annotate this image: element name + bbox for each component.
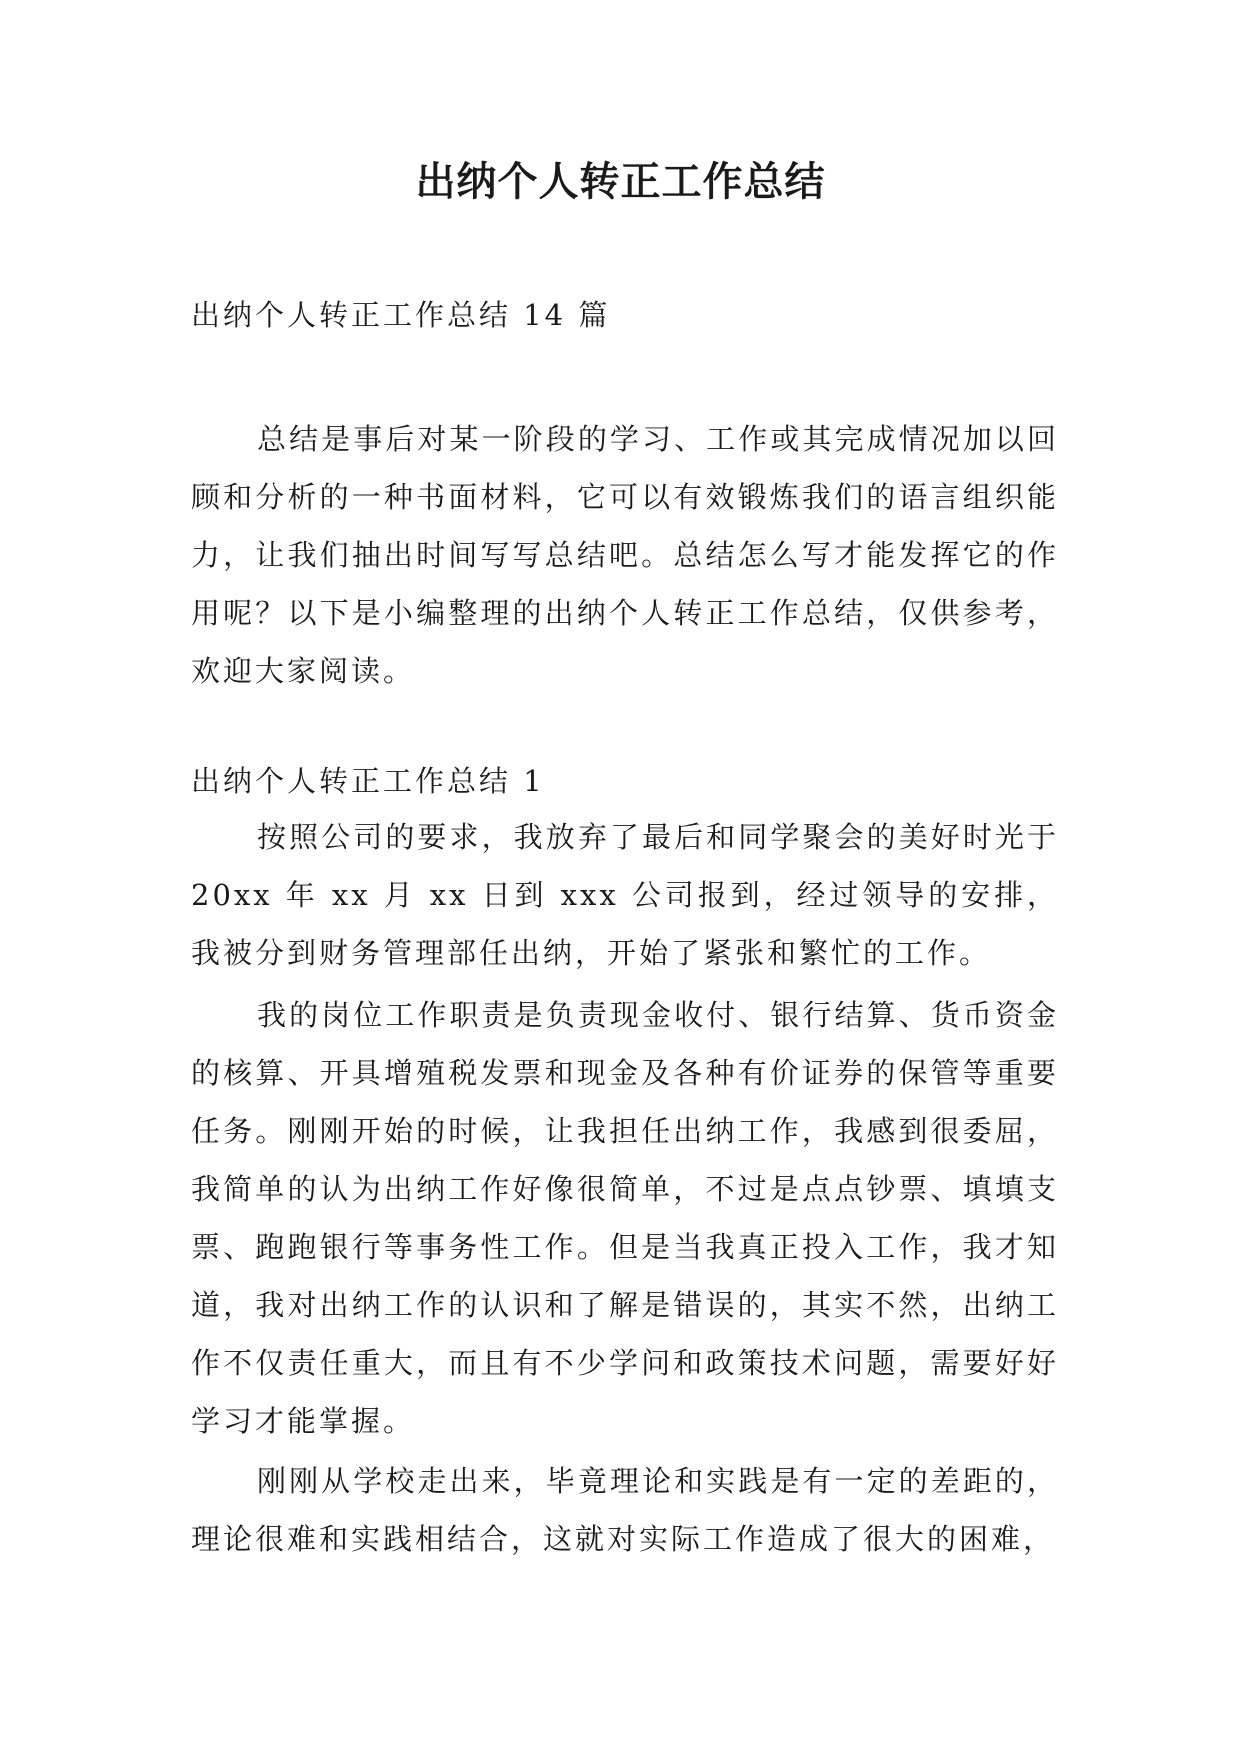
document-title: 出纳个人转正工作总结 xyxy=(415,159,826,205)
body-paragraph: 刚刚从学校走出来，毕竟理论和实践是有一定的差距的，理论很难和实践相结合，这就对实际工作造成了很大的困难， xyxy=(191,1464,1059,1556)
section-heading: 出纳个人转正工作总结 1 xyxy=(191,764,545,798)
intro-paragraph: 总结是事后对某一阶段的学习、工作或其完成情况加以回顾和分析的一种书面材料，它可以有效锻炼我们的语言组织能力，让我们抽出时间写写总结吧。总结怎么写才能发挥它的作用呢？以下是小编整理的出纳个人转正工作总结，仅供参考，欢迎大家阅读。 xyxy=(191,422,1059,688)
body-paragraph: 按照公司的要求，我放弃了最后和同学聚会的美好时光于 20xx 年 xx 月 xx 日到 xxx 公司报到，经过领导的安排，我被分到财务管理部任出纳，开始了紧张和繁忙的工作。 xyxy=(191,820,1059,970)
document-subtitle: 出纳个人转正工作总结 14 篇 xyxy=(191,298,611,332)
body-paragraph: 我的岗位工作职责是负责现金收付、银行结算、货币资金的核算、开具增殖税发票和现金及各种有价证券的保管等重要任务。刚刚开始的时候，让我担任出纳工作，我感到很委屈，我简单的认为出纳工作好像很简单，不过是点点钞票、填填支票、跑跑银行等事务性工作。但是当我真正投入工作，我才知道，我对出纳工作的认识和了解是错误的，其实不然，出纳工作不仅责任重大，而且有不少学问和政策技术问题，需要好好学习才能掌握。 xyxy=(191,998,1059,1438)
